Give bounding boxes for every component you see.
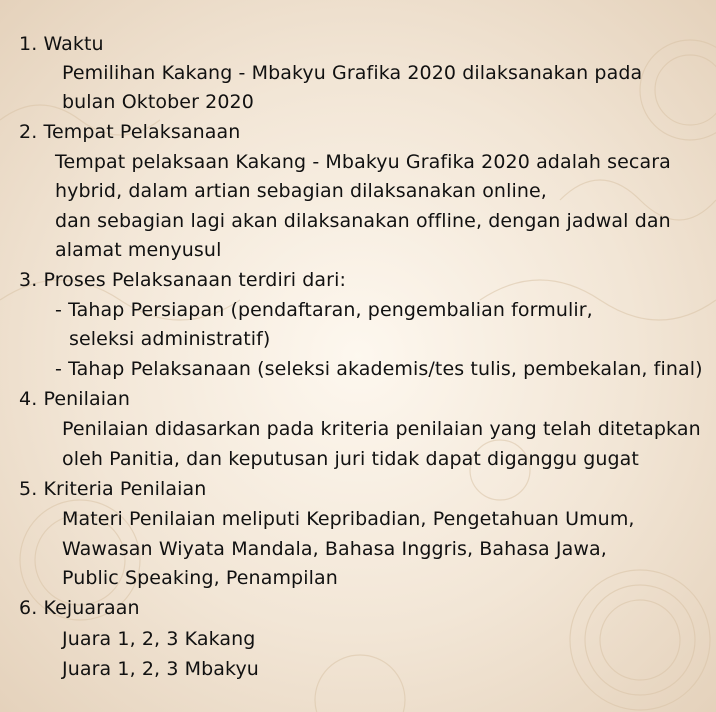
kejuaraan-line-2: Juara 1, 2, 3 Mbakyu <box>62 658 259 680</box>
penilaian-line-2: oleh Panitia, dan keputusan juri tidak dapat diganggu gugat <box>62 448 639 470</box>
kriteria-line-3: Public Speaking, Penampilan <box>62 567 338 589</box>
kriteria-line-2: Wawasan Wiyata Mandala, Bahasa Inggris, Bahasa Jawa, <box>62 538 607 560</box>
waktu-line-1: Pemilihan Kakang - Mbakyu Grafika 2020 dilaksanakan pada <box>62 62 643 84</box>
tempat-line-2: hybrid, dalam artian sebagian dilaksanakan online, <box>55 180 547 202</box>
heading-kejuaraan: 6. Kejuaraan <box>19 597 140 619</box>
tempat-line-4: alamat menyusul <box>55 239 222 261</box>
tempat-line-3: dan sebagian lagi akan dilaksanakan offline, dengan jadwal dan <box>55 210 671 232</box>
kejuaraan-line-1: Juara 1, 2, 3 Kakang <box>62 628 256 650</box>
heading-proses: 3. Proses Pelaksanaan terdiri dari: <box>19 269 346 291</box>
heading-waktu: 1. Waktu <box>19 33 104 55</box>
proses-line-1: - Tahap Persiapan (pendaftaran, pengembalian formulir, <box>55 299 593 321</box>
heading-tempat: 2. Tempat Pelaksanaan <box>19 121 241 143</box>
proses-line-2: seleksi administratif) <box>69 328 271 350</box>
tempat-line-1: Tempat pelaksaan Kakang - Mbakyu Grafika 2020 adalah secara <box>55 151 671 173</box>
penilaian-line-1: Penilaian didasarkan pada kriteria penilaian yang telah ditetapkan <box>62 418 701 440</box>
kriteria-line-1: Materi Penilaian meliputi Kepribadian, Pengetahuan Umum, <box>62 508 635 530</box>
heading-penilaian: 4. Penilaian <box>19 388 131 410</box>
waktu-line-2: bulan Oktober 2020 <box>62 91 254 113</box>
heading-kriteria: 5. Kriteria Penilaian <box>19 478 207 500</box>
proses-line-3: - Tahap Pelaksanaan (seleksi akademis/tes tulis, pembekalan, final) <box>55 358 703 380</box>
